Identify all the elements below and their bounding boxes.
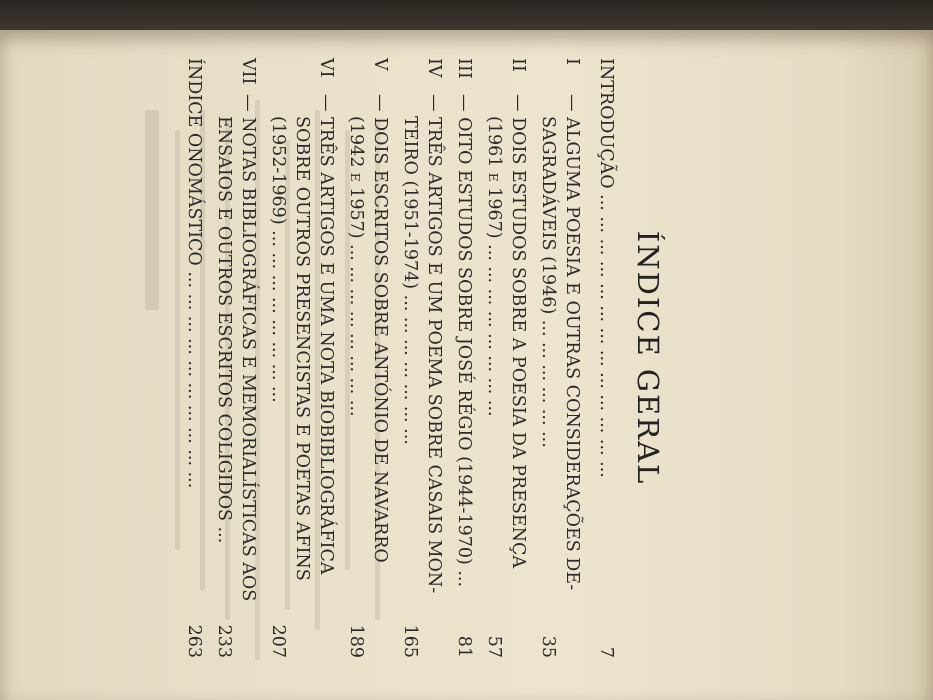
toc-entry-label: — OITO ESTUDOS SOBRE JOSÉ RÉGIO (1944-1970) ... <box>454 94 474 588</box>
toc-entry-4-cont <box>396 58 420 658</box>
toc-entry-5-cont <box>342 58 366 658</box>
toc-entry-3 <box>450 58 474 658</box>
toc-entry-page: 165 <box>400 624 420 658</box>
toc-entry-6-cont2 <box>264 58 288 658</box>
toc-entry-number: II <box>508 58 528 72</box>
toc-entry-introducao <box>592 58 616 658</box>
toc-entry-continuation: SOBRE OUTROS PRESENCISTAS E POETAS AFINS <box>292 116 312 581</box>
toc-entry-label: — ALGUMA POESIA E OUTRAS CONSIDERAÇÕES DE- <box>562 94 582 591</box>
toc-entry-continuation: TEIRO (1951-1974) ... ... ... ... ... ... ... <box>400 116 420 445</box>
toc-entry-7-cont <box>210 58 234 658</box>
toc-entry-page: 81 <box>454 635 474 658</box>
toc-entry-page: 57 <box>484 635 504 658</box>
toc-entry-1 <box>558 58 582 658</box>
toc-entry-number: IV <box>424 58 444 78</box>
toc-entry-2-cont <box>480 58 504 658</box>
toc-entry-label: — NOTAS BIBLIOGRÁFICAS E MEMORIALÍSTICAS AOS <box>238 94 258 602</box>
toc-entry-label: — DOIS ESTUDOS SOBRE A POESIA DA PRESENÇA <box>508 94 528 568</box>
table-of-contents-block <box>15 58 665 658</box>
toc-entry-continuation: SAGRADÁVEIS (1946) ... ... ... ... ... ... <box>538 116 558 448</box>
toc-entry-page: 263 <box>184 624 204 658</box>
toc-entry-continuation: (1942 e 1957) ... ... ... ... ... ... ... ... <box>346 116 366 417</box>
toc-entry-number: VI <box>316 58 336 78</box>
toc-entry-label: ÍNDICE ONOMÁSTICO ... ... ... ... ... ... ... ... ... ... <box>184 58 204 489</box>
toc-entry-number: VII <box>238 58 258 85</box>
toc-entry-page: 207 <box>268 624 288 658</box>
page-title: ÍNDICE GERAL <box>631 230 665 486</box>
toc-entry-continuation: ENSAIOS E OUTROS ESCRITOS COLIGIDOS ... <box>214 116 234 544</box>
toc-entry-label: — DOIS ESCRITOS SOBRE ANTÓNIO DE NAVARRO <box>370 94 390 563</box>
toc-entry-label: — TRÊS ARTIGOS E UMA NOTA BIOBIBLIOGRÁFICA <box>316 94 336 575</box>
toc-list <box>180 58 616 658</box>
toc-entry-number: V <box>370 58 390 71</box>
toc-entry-7 <box>234 58 258 658</box>
toc-entry-page: 35 <box>538 635 558 658</box>
toc-entry-label: INTRODUÇÃO ... ... ... ... ... ... ... ... ... ... ... ... ... <box>596 58 616 478</box>
toc-entry-6 <box>312 58 336 658</box>
toc-entry-label: — TRÊS ARTIGOS E UM POEMA SOBRE CASAIS MON- <box>424 94 444 594</box>
toc-entry-continuation: (1961 e 1967) ... ... ... ... ... ... ... ... <box>484 116 504 417</box>
book-page <box>0 30 933 700</box>
toc-entry-1-cont <box>534 58 558 658</box>
toc-entry-page: 233 <box>214 624 234 658</box>
toc-entry-page: 7 <box>596 646 616 658</box>
toc-entry-continuation: (1952-1969) ... ... ... ... ... ... ... ... <box>268 116 288 403</box>
toc-entry-number: III <box>454 58 474 79</box>
toc-entry-5 <box>366 58 390 658</box>
toc-entry-page: 189 <box>346 624 366 658</box>
toc-entry-4 <box>420 58 444 658</box>
toc-entry-number: I <box>562 58 582 65</box>
toc-entry-6-cont <box>288 58 312 658</box>
toc-entry-2 <box>504 58 528 658</box>
toc-entry-indice <box>180 58 204 658</box>
